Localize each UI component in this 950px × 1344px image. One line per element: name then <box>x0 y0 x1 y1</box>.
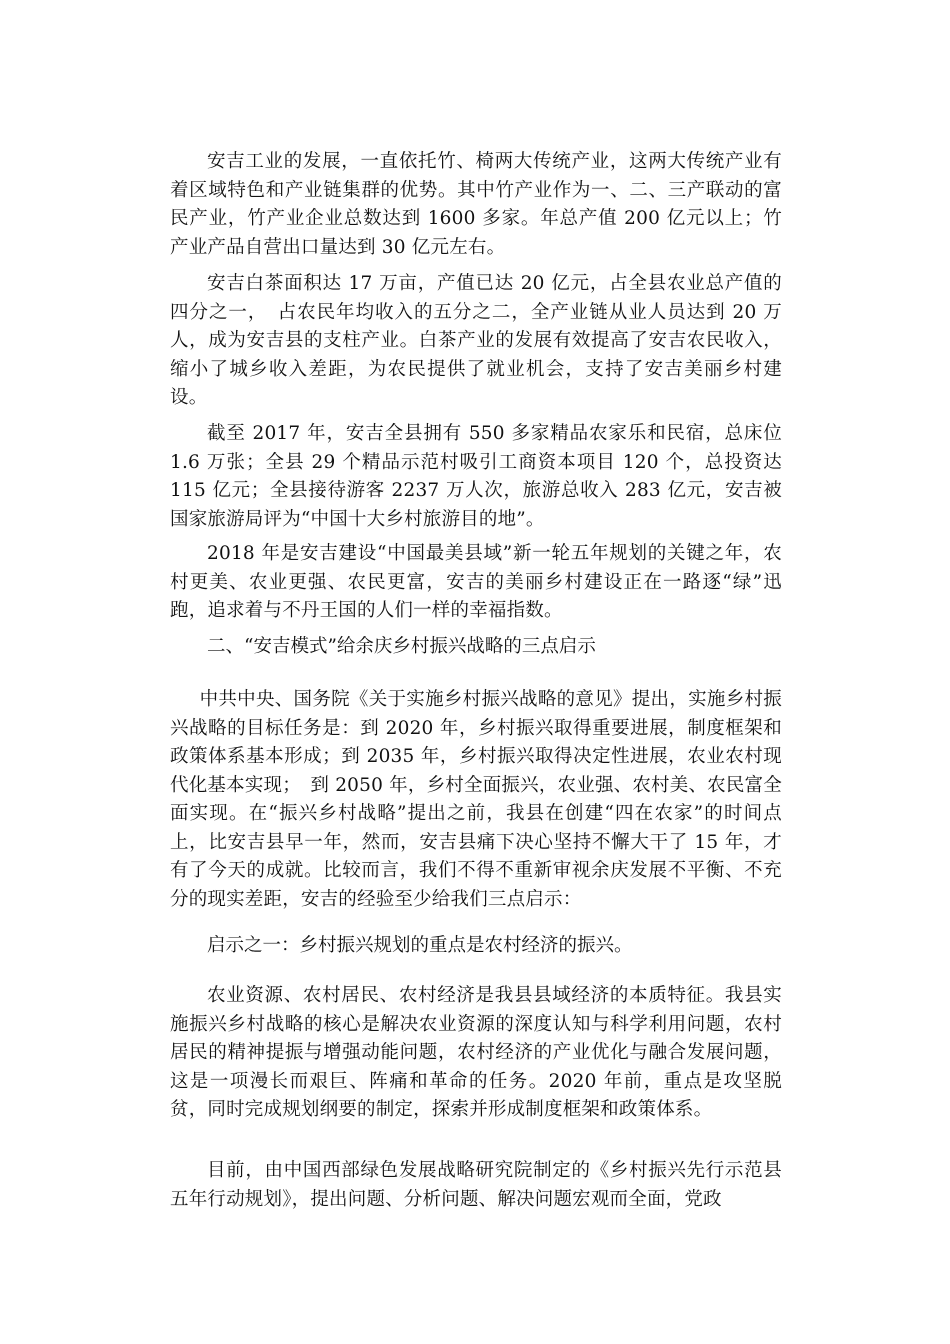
paragraph-white-tea: 安吉白茶面积达 17 万亩，产值已达 20 亿元，占全县农业总产值的四分之一， 占农民年均收入的五分之二，全产业链从业人员达到 20 万人，成为安吉县的支柱产业。白茶产业的发展有效提高了安吉农民收入，缩小了城乡收入差距，为农民提供了就业机会，支持了安吉美丽乡村建设。 <box>170 273 782 408</box>
paragraph-rural-tourism: 截至 2017 年，安吉全县拥有 550 多家精品农家乐和民宿，总床位 1.6 万张；全县 29 个精品示范村吸引工商资本项目 120 个，总投资达 115 亿元；全县接待游客 2237 万人次，旅游总收入 283 亿元，安吉被国家旅游局评为“中国十大乡村旅游目的地”。 <box>170 423 782 530</box>
paragraph-action-plan: 目前，由中国西部绿色发展战略研究院制定的《乡村振兴先行示范县五年行动规划》，提出问题、分析问题、解决问题宏观而全面，党政 <box>170 1160 782 1210</box>
paragraph-central-policy: 中共中央、国务院《关于实施乡村振兴战略的意见》提出，实施乡村振兴战略的目标任务是：到 2020 年，乡村振兴取得重要进展，制度框架和政策体系基本形成；到 2035 年，乡村振兴取得决定性进展，农业农村现代化基本实现； 到 2050 年，乡村全面振兴，农业强、农村美、农民富全面实现。在“振兴乡村战略”提出之前，我县在创建“四在农家”的时间点上，比安吉县早一年，然而，安吉县痛下决心坚持不懈大干了 15 年，才有了今天的成就。比较而言，我们不得不重新审视余庆发展不平衡、不充分的现实差距，安吉的经验至少给我们三点启示： <box>170 689 782 910</box>
subheading-inspiration-one: 启示之一：乡村振兴规划的重点是农村经济的振兴。 <box>207 935 633 956</box>
paragraph-bamboo-industry: 安吉工业的发展，一直依托竹、椅两大传统产业，这两大传统产业有着区域特色和产业链集群的优势。其中竹产业作为一、二、三产联动的富民产业，竹产业企业总数达到 1600 多家。年总产值 200 亿元以上；竹产业产品自营出口量达到 30 亿元左右。 <box>170 151 782 258</box>
paragraph-2018-plan: 2018 年是安吉建设“中国最美县域”新一轮五年规划的关键之年，农村更美、农业更强、农民更富，安吉的美丽乡村建设正在一路逐“绿”迅跑，追求着与不丹王国的人们一样的幸福指数。 <box>170 543 782 621</box>
section-heading-anji-model: 二、“安吉模式”给余庆乡村振兴战略的三点启示 <box>207 636 596 657</box>
paragraph-county-economy: 农业资源、农村居民、农村经济是我县县域经济的本质特征。我县实施振兴乡村战略的核心是解决农业资源的深度认知与科学利用问题，农村居民的精神提振与增强动能问题，农村经济的产业优化与融合发展问题，这是一项漫长而艰巨、阵痛和革命的任务。2020 年前，重点是攻坚脱贫，同时完成规划纲要的制定，探索并形成制度框架和政策体系。 <box>170 985 782 1120</box>
